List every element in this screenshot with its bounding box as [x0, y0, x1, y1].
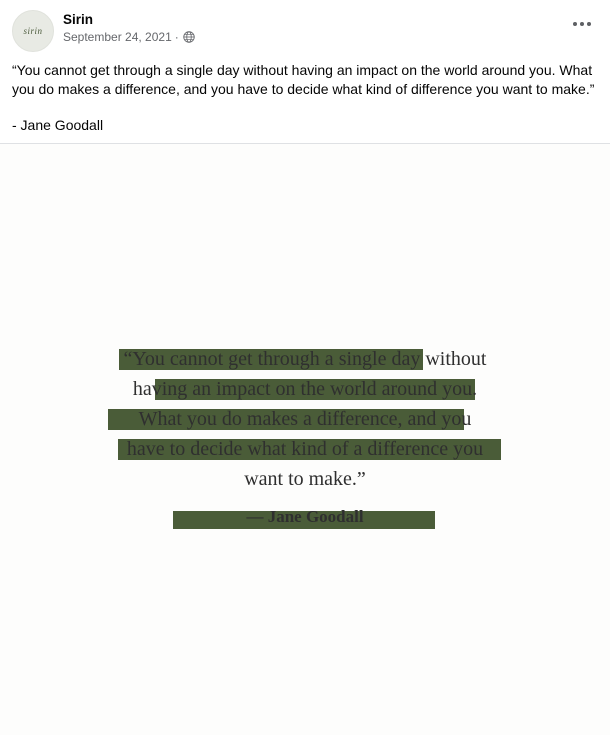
quote-line-text: “You cannot get through a single day without	[123, 348, 487, 370]
post-header	[0, 0, 610, 52]
quote-line	[0, 404, 610, 434]
author-name[interactable]: Sirin	[63, 12, 94, 27]
quote-graphic	[0, 144, 610, 735]
quote-attribution	[0, 502, 610, 532]
quote-block	[0, 344, 610, 532]
quote-line-text: have to decide what kind of a difference you	[126, 438, 484, 460]
meta-separator: ·	[174, 30, 179, 44]
post-image[interactable]	[0, 143, 610, 735]
post-meta	[63, 29, 195, 45]
avatar[interactable]	[12, 10, 54, 52]
post-header-text	[63, 10, 195, 45]
post-quote-text: “You cannot get through a single day without having an impact on the world around you. What you do makes a difference, and you have to decide what kind of difference you want to make.”	[12, 62, 595, 97]
quote-line-text: What you do makes a difference, and you	[138, 408, 472, 430]
quote-line	[0, 374, 610, 404]
quote-line	[0, 434, 610, 464]
post-text	[0, 52, 610, 143]
post-timestamp[interactable]: September 24, 2021	[63, 30, 172, 44]
more-options-icon[interactable]	[568, 14, 596, 34]
globe-icon[interactable]	[183, 31, 195, 43]
post-attribution-text: - Jane Goodall	[12, 117, 104, 133]
quote-line-text: want to make.”	[244, 468, 366, 490]
avatar-label: sirin	[23, 26, 43, 36]
quote-line-text: having an impact on the world around you.	[132, 378, 478, 400]
quote-attribution-text: — Jane Goodall	[246, 507, 364, 526]
quote-line	[0, 464, 610, 494]
dot	[573, 22, 577, 26]
quote-line	[0, 344, 610, 374]
dot	[580, 22, 584, 26]
dot	[587, 22, 591, 26]
